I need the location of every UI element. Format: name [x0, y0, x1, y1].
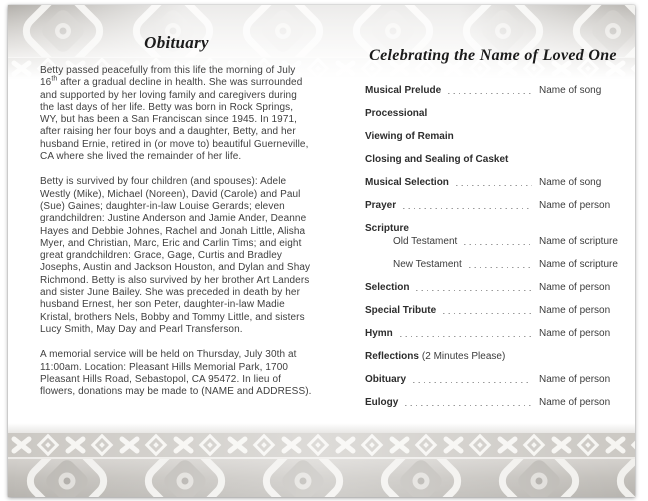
item-label: Scripture	[365, 223, 409, 234]
dotted-leader	[403, 208, 532, 209]
item-label: New Testament	[393, 259, 462, 270]
dotted-leader	[443, 313, 532, 314]
service-order-item	[365, 200, 621, 211]
decorative-border-bottom	[8, 433, 635, 497]
item-value: Name of person	[539, 282, 611, 293]
dotted-leader	[448, 93, 532, 94]
item-label: Obituary	[365, 374, 407, 385]
item-value: Name of song	[539, 177, 602, 188]
service-order-page	[365, 46, 621, 420]
paragraph-text: after a gradual decline in health. She was surrounded and supported by her loving family and caregivers during the last days of her life. Betty was born in Rock Springs, WY, but has been a San Franciscan since 1945. In 1971, after raising her four boys and a daughter, Betty, and her husband Ernie, retired in (or move to) beautiful Guerneville, CA where she lived the remainder of her life.	[40, 77, 309, 163]
item-value: Name of person	[539, 305, 611, 316]
item-value: Name of scripture	[539, 259, 618, 270]
item-value: Name of person	[539, 200, 611, 211]
service-order-subitem	[365, 259, 621, 270]
obituary-paragraph-1	[40, 65, 313, 163]
service-order-item	[365, 223, 621, 234]
dotted-leader	[405, 405, 532, 406]
paragraph-text: Betty passed peacefully from this life the morning of July 16	[40, 65, 296, 89]
service-order-list	[365, 85, 621, 408]
item-label: Processional	[365, 108, 428, 119]
service-order-item	[365, 131, 621, 142]
item-label: Prayer	[365, 200, 397, 211]
service-order-title: Celebrating the Name of Loved One	[369, 47, 617, 64]
dotted-leader	[413, 382, 532, 383]
dotted-leader	[469, 267, 532, 268]
item-label: Special Tribute	[365, 305, 437, 316]
dotted-leader	[464, 244, 532, 245]
item-label: Selection	[365, 282, 410, 293]
obituary-title: Obituary	[144, 33, 209, 52]
item-value: Name of scripture	[539, 236, 618, 247]
item-value: Name of person	[539, 397, 611, 408]
dotted-leader	[416, 290, 532, 291]
item-value: Name of song	[539, 85, 602, 96]
service-order-item	[365, 85, 621, 96]
dotted-leader	[456, 185, 532, 186]
service-order-subitem	[365, 236, 621, 247]
service-order-item	[365, 154, 621, 165]
service-order-item	[365, 351, 621, 362]
dotted-leader	[400, 336, 532, 337]
ordinal-superscript: th	[51, 75, 58, 83]
item-value: Name of person	[539, 328, 611, 339]
service-order-item	[365, 374, 621, 385]
item-label: Musical Prelude	[365, 85, 442, 96]
service-order-item	[365, 328, 621, 339]
service-order-item	[365, 305, 621, 316]
service-order-item	[365, 108, 621, 119]
item-label: Viewing of Remain	[365, 131, 454, 142]
obituary-paragraph-2: Betty is survived by four children (and spouses): Adele Westly (Mike), Michael (Noreen), David (Carole) and Paul (Sue) Gaines; daughter-in-law Louise Gerards; eleven grandchildren: Justine Anderson and Jamie Ander, Deanne Hayes and Debbie Johnes, Rachel and Jonah Little, Alisha Myer, and Christian, Marc, Eric and Carlin Tims; and eight great grandchildren: Grace, Gage, Curtis and Bradley Josephs, Austin and Jackson Houston, and Dylan and Shay Richmond. Betty is also survived by her brother Art Landers and sister June Bailey. She was preceded in death by her husband Ernest, her son Peter, daughter-in-law Madie Kristal, brothers Nels, Bobby and Tommy Little, and sisters Lucy Smith, May Day and Pearl Transferson.	[40, 176, 311, 335]
funeral-program-preview	[8, 5, 635, 497]
item-value: Name of person	[539, 374, 611, 385]
item-label: Old Testament	[393, 236, 458, 247]
obituary-page	[40, 33, 313, 411]
item-label: Closing and Sealing of Casket	[365, 154, 509, 165]
service-order-item	[365, 282, 621, 293]
item-label: Eulogy	[365, 397, 399, 408]
obituary-paragraph-3: A memorial service will be held on Thursday, July 30th at 11:00am. Location: Pleasant Hills Memorial Park, 1700 Pleasant Hills Road, Sebastopol, CA 95472. In lieu of flowers, donations may be made to (NAME and ADDRESS).	[40, 349, 312, 398]
service-order-item	[365, 397, 621, 408]
item-label: Musical Selection	[365, 177, 449, 188]
item-label: Reflections	[365, 351, 419, 362]
content-fade	[8, 423, 635, 433]
item-note: (2 Minutes Please)	[421, 351, 506, 362]
service-order-item	[365, 177, 621, 188]
item-label: Hymn	[365, 328, 393, 339]
